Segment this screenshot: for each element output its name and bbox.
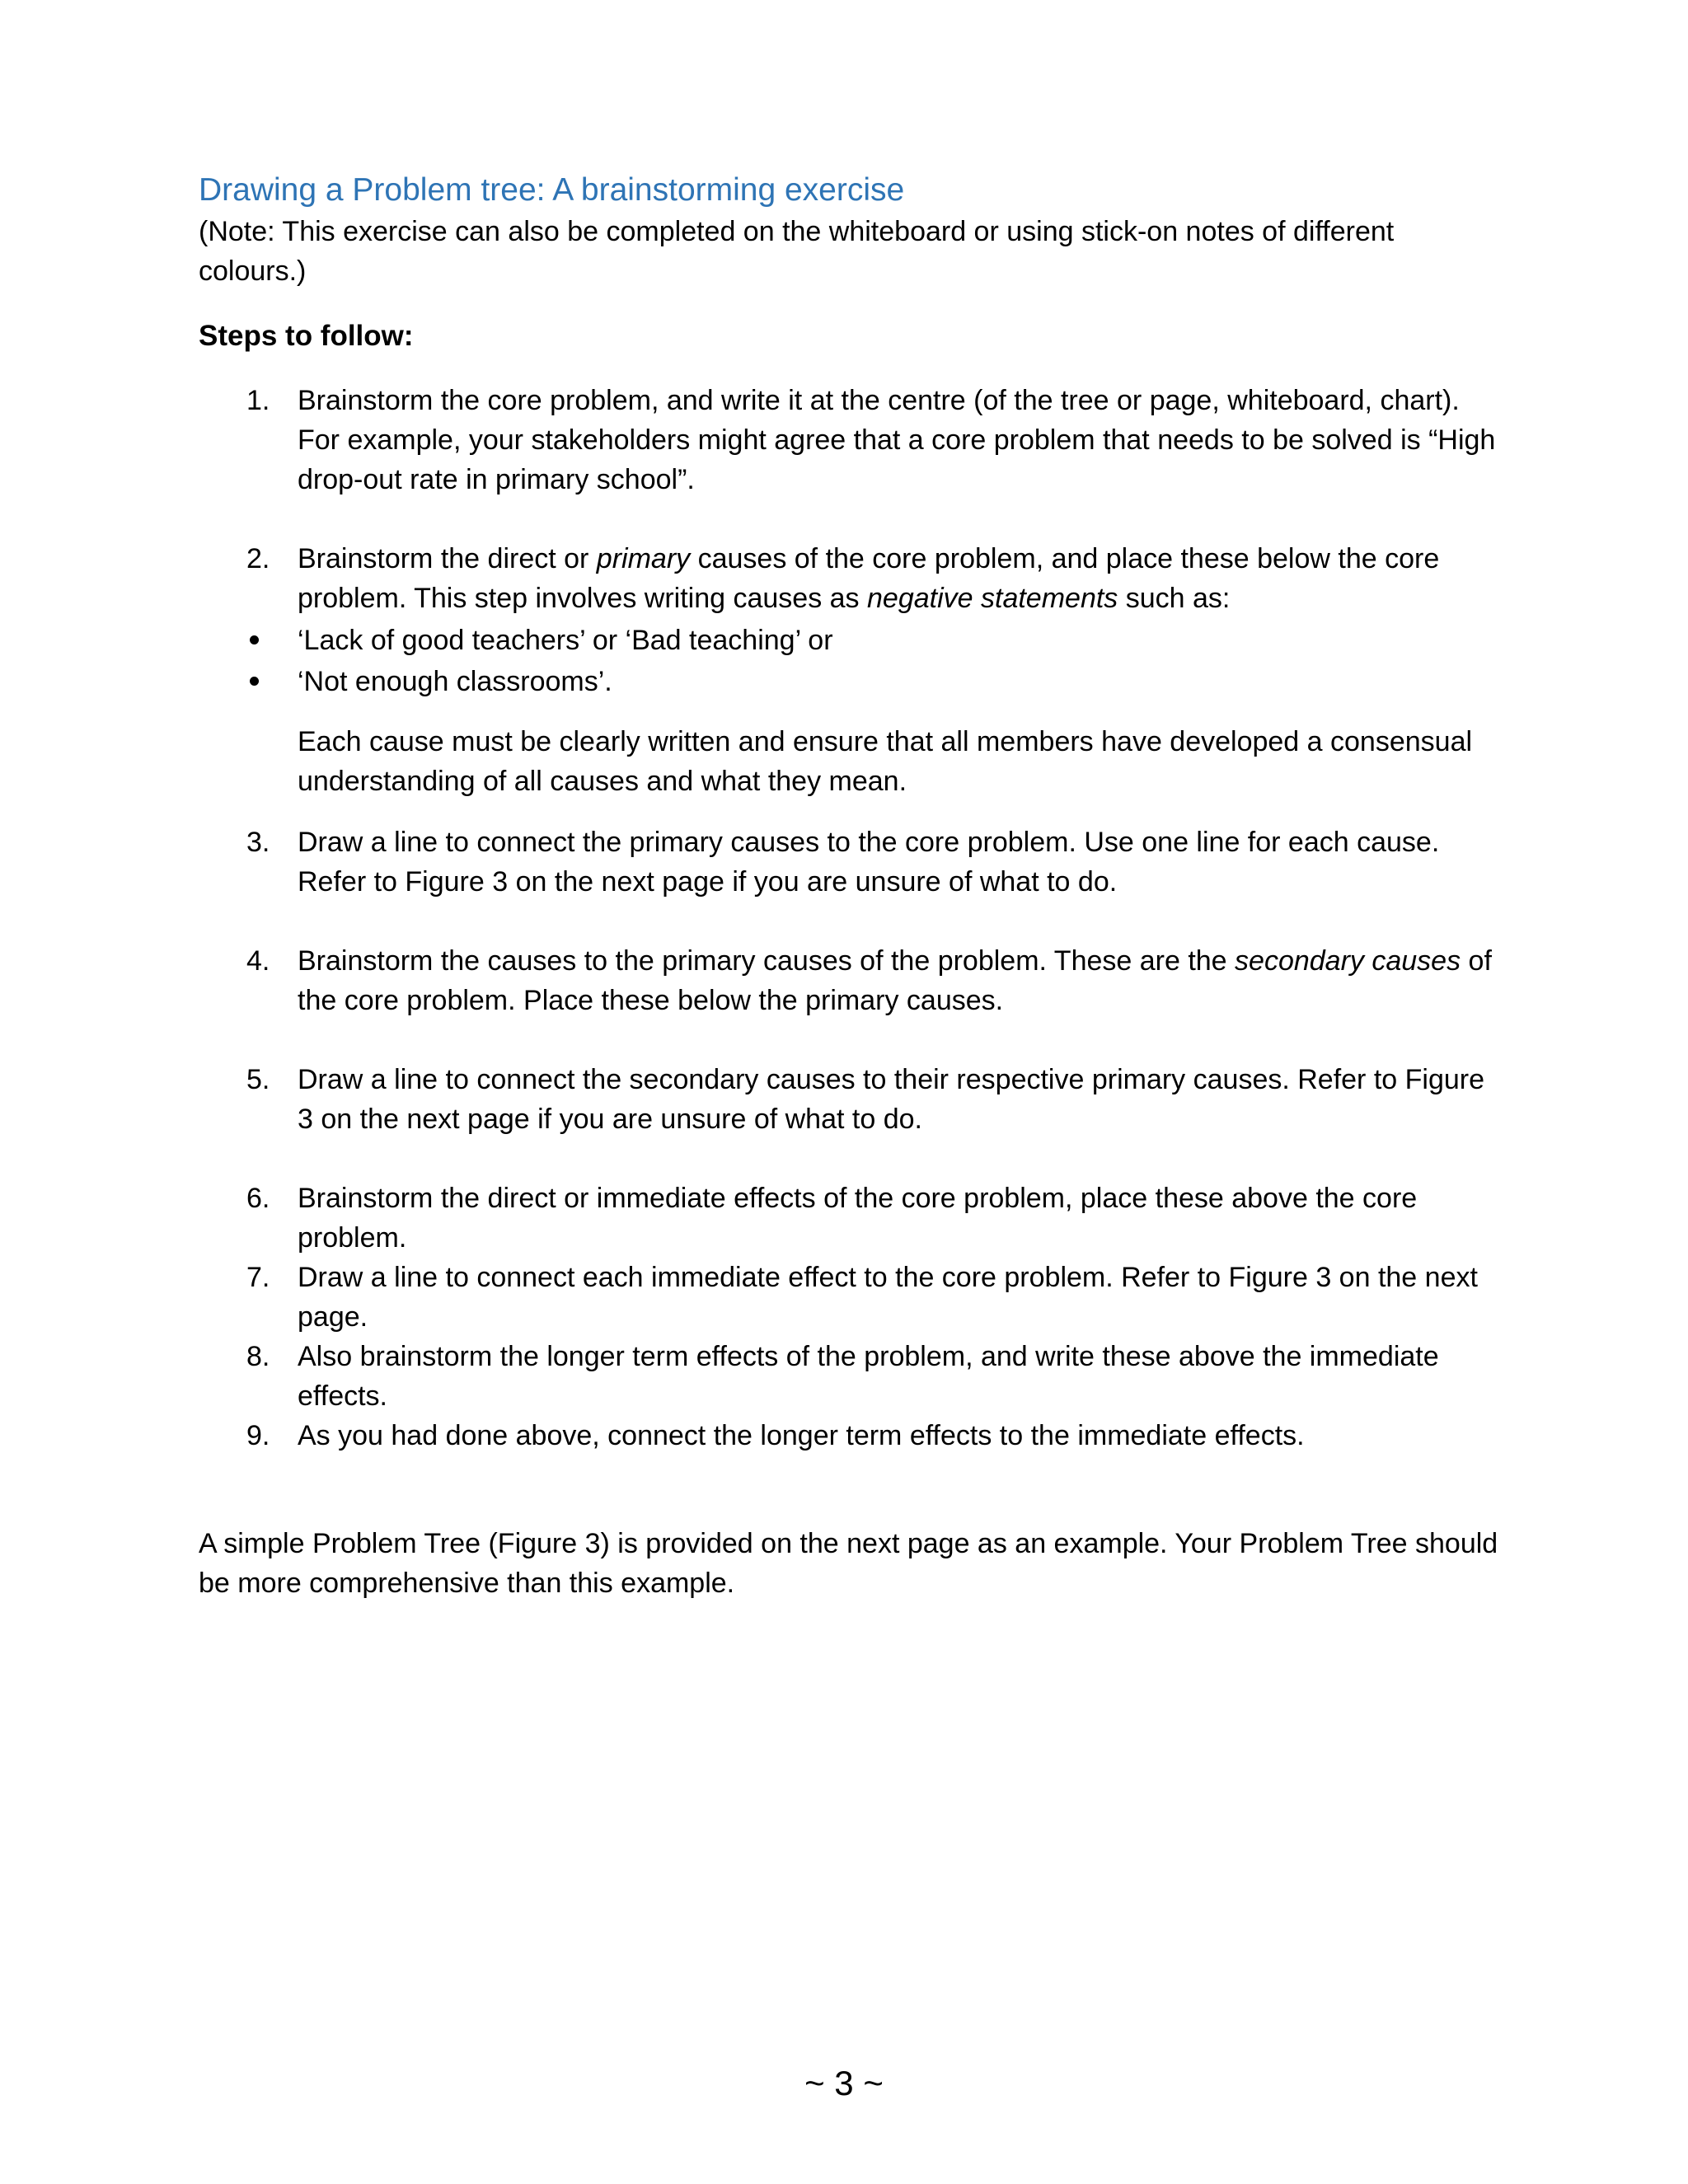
step-text-part: such as:	[1118, 583, 1231, 614]
step-number: 7.	[246, 1262, 270, 1293]
step-text-part: Brainstorm the direct or	[298, 543, 597, 574]
step-text: Brainstorm the core problem, and write it at the centre (of the tree or page, whiteboard, chart). For example, your stakeholders might agree that a core problem that needs to be solved is “High drop-out rate in primary school”.	[298, 385, 1496, 495]
step-number: 5.	[246, 1064, 270, 1095]
step-text: Draw a line to connect the secondary causes to their respective primary causes. Refer to Figure 3 on the next page if you are unsure of what to do.	[298, 1064, 1485, 1135]
step-text-emphasis: negative statements	[867, 583, 1118, 614]
step-number: 2.	[246, 543, 270, 574]
bullet-icon	[250, 635, 259, 644]
step-text: Brainstorm the direct or immediate effects of the core problem, place these above the core problem.	[298, 1183, 1418, 1254]
step-number: 1.	[246, 385, 270, 416]
step-5	[199, 1060, 1501, 1139]
bullet-icon	[250, 677, 259, 686]
step-7	[199, 1258, 1501, 1337]
step-number: 3.	[246, 827, 270, 858]
step-6	[199, 1179, 1501, 1258]
step-text-emphasis: secondary causes	[1235, 945, 1461, 977]
step-8	[199, 1337, 1501, 1416]
step-4	[199, 941, 1501, 1020]
step-text: As you had done above, connect the longer term effects to the immediate effects.	[298, 1420, 1305, 1451]
step-number: 4.	[246, 945, 270, 977]
step-number: 9.	[246, 1420, 270, 1451]
step-2-followup: Each cause must be clearly written and ensure that all members have developed a consensual understanding of all causes and what they mean.	[298, 726, 1473, 797]
page-content	[199, 169, 1501, 1631]
step-text: Draw a line to connect each immediate effect to the core problem. Refer to Figure 3 on the next page.	[298, 1262, 1478, 1333]
note-paragraph: (Note: This exercise can also be completed on the whiteboard or using stick-on notes of different colours.)	[199, 216, 1395, 287]
step-3	[199, 823, 1501, 902]
step-text-part: Brainstorm the causes to the primary causes of the problem. These are the	[298, 945, 1236, 977]
steps-title: Steps to follow:	[199, 320, 414, 352]
step-text-emphasis: primary	[596, 543, 691, 574]
step-1	[199, 381, 1501, 499]
step-2	[199, 539, 1501, 618]
step-text-part: of the core problem. Place these below the primary causes.	[298, 945, 1492, 1016]
section-heading: Drawing a Problem tree: A brainstorming exercise	[199, 172, 905, 208]
page-number: ~ 3 ~	[804, 2064, 884, 2102]
step-text: Also brainstorm the longer term effects of the problem, and write these above the immediate effects.	[298, 1341, 1439, 1412]
step-text: Draw a line to connect the primary causes to the core problem. Use one line for each cause. Refer to Figure 3 on the next page if you are unsure of what to do.	[298, 827, 1440, 898]
closing-paragraph: A simple Problem Tree (Figure 3) is provided on the next page as an example. Your Problem Tree should be more comprehensive than this example.	[199, 1528, 1498, 1599]
cause-examples-list	[199, 620, 1501, 702]
list-item	[199, 620, 1501, 661]
step-number: 6.	[246, 1183, 270, 1214]
list-item-text: ‘Lack of good teachers’ or ‘Bad teaching’ or	[298, 625, 833, 656]
step-number: 8.	[246, 1341, 270, 1372]
step-9	[199, 1416, 1501, 1455]
step-text-part: causes of the core problem, and place these below the core problem. This step involves writing causes as	[298, 543, 1440, 614]
list-item-text: ‘Not enough classrooms’.	[298, 666, 612, 697]
list-item	[199, 661, 1501, 702]
